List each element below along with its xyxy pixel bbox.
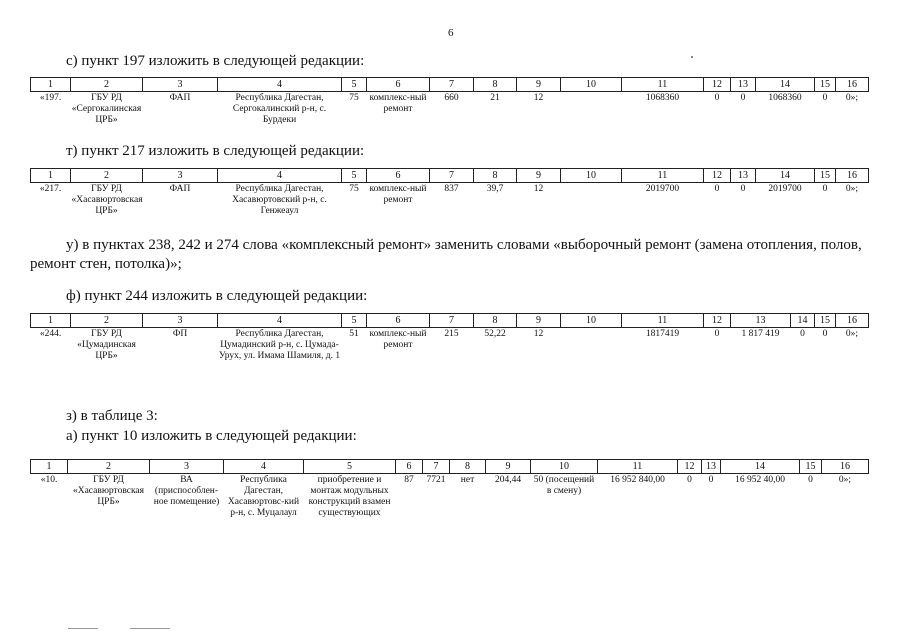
- table-header-row: [31, 169, 869, 183]
- header-cell: 14: [721, 460, 800, 474]
- cell-organization: ГБУ РД «Хасавюртовская ЦРБ»: [72, 475, 145, 507]
- header-cell: 9: [486, 460, 531, 474]
- cell-item-number: «10.: [40, 475, 58, 485]
- header-cell: 14: [756, 169, 815, 183]
- cell: 0: [714, 93, 720, 103]
- header-cell: 7: [423, 460, 450, 474]
- cell: 7721: [426, 475, 446, 485]
- table-header-row: [31, 460, 869, 474]
- table-header-row: [31, 78, 869, 92]
- cell: 21: [490, 93, 500, 103]
- header-cell: 16: [836, 78, 869, 92]
- cell: 0: [808, 475, 813, 485]
- cell: 75: [349, 93, 359, 103]
- header-cell: 8: [474, 314, 517, 328]
- cell: 1817419: [645, 329, 680, 339]
- cell-organization: ГБУ РД «Хасавюртовская ЦРБ»: [71, 184, 143, 216]
- cell: 0: [822, 184, 828, 194]
- section-s-heading: с) пункт 197 изложить в следующей редакции:: [66, 53, 365, 69]
- table-row: [31, 328, 869, 363]
- header-cell: 6: [367, 169, 430, 183]
- cell-work-type: комплекс-ный ремонт: [369, 93, 427, 114]
- header-cell: 4: [218, 169, 342, 183]
- header-cell: 4: [224, 460, 304, 474]
- cell-facility-type: ФАП: [169, 93, 191, 103]
- cell: [561, 328, 622, 363]
- table-item-217: [30, 168, 869, 217]
- cell: 12: [533, 93, 544, 103]
- header-cell: 3: [143, 314, 218, 328]
- cell-facility-type: ВА (приспособлен-ное помещение): [153, 475, 220, 507]
- cell-organization: ГБУ РД «Сергокалинская ЦРБ»: [71, 93, 142, 125]
- cell: 50 (посещений в смену): [533, 475, 595, 496]
- cell: 2019700: [768, 184, 802, 194]
- cell: 0: [740, 93, 746, 103]
- header-cell: 10: [531, 460, 598, 474]
- scan-artifact-line: [68, 628, 98, 629]
- cell: 39,7: [486, 184, 504, 194]
- cell-item-number: «197.: [39, 93, 62, 103]
- header-cell: 15: [815, 314, 836, 328]
- header-cell: 1: [31, 460, 68, 474]
- header-cell: 2: [71, 314, 143, 328]
- section-t-heading: т) пункт 217 изложить в следующей редакции:: [66, 143, 365, 159]
- table-row: [31, 474, 869, 520]
- header-cell: 5: [342, 169, 367, 183]
- header-cell: 15: [800, 460, 822, 474]
- cell: 0: [822, 93, 828, 103]
- cell: 0: [714, 184, 720, 194]
- cell-address: Республика Дагестан, Сергокалинский р-н, с. Бурдеки: [232, 93, 327, 125]
- header-cell: 7: [430, 169, 474, 183]
- header-cell: 6: [367, 78, 430, 92]
- header-cell: 12: [678, 460, 702, 474]
- cell-address: Республика Дагестан, Цумадинский р-н, с. Цумада-Урух, ул. Имама Шамиля, д. 1: [218, 329, 341, 361]
- header-cell: 13: [702, 460, 721, 474]
- cell: 0: [740, 184, 746, 194]
- table-item-10: [30, 459, 869, 519]
- cell-work-type: комплекс-ный ремонт: [369, 184, 427, 205]
- header-cell: 9: [517, 314, 561, 328]
- header-cell: 10: [561, 78, 622, 92]
- header-cell: 15: [815, 78, 836, 92]
- header-cell: 7: [430, 78, 474, 92]
- header-cell: 11: [622, 78, 704, 92]
- header-cell: 12: [704, 78, 731, 92]
- cell-item-number: «217.: [39, 184, 62, 194]
- cell: 0: [800, 329, 805, 339]
- cell: 837: [444, 184, 459, 194]
- cell: 52,22: [484, 329, 506, 339]
- cell: 0»;: [845, 184, 859, 194]
- cell-organization: ГБУ РД «Цумадинская ЦРБ»: [77, 329, 136, 361]
- header-cell: 11: [622, 314, 704, 328]
- table-row: [31, 92, 869, 127]
- header-cell: 15: [815, 169, 836, 183]
- cell-address: Республика Дагестан, Хасавюртовс-кий р-н, с. Муцалаул: [227, 475, 300, 518]
- cell: 0: [708, 475, 714, 485]
- cell: 16 952 840,00: [610, 475, 665, 485]
- header-cell: 13: [731, 314, 791, 328]
- header-cell: 8: [474, 169, 517, 183]
- header-cell: 5: [342, 78, 367, 92]
- header-cell: 1: [31, 314, 71, 328]
- header-cell: 7: [430, 314, 474, 328]
- section-f-heading: ф) пункт 244 изложить в следующей редакции:: [66, 288, 368, 304]
- header-cell: 1: [31, 78, 71, 92]
- header-cell: 11: [622, 169, 704, 183]
- header-cell: 12: [704, 314, 731, 328]
- header-cell: 5: [342, 314, 367, 328]
- scan-speck: [691, 56, 693, 58]
- header-cell: 2: [71, 78, 143, 92]
- cell: 0: [822, 329, 828, 339]
- header-cell: 9: [517, 78, 561, 92]
- cell: 0: [714, 329, 720, 339]
- header-cell: 2: [71, 169, 143, 183]
- header-cell: 11: [598, 460, 678, 474]
- cell: 215: [444, 329, 459, 339]
- header-cell: 16: [836, 314, 869, 328]
- header-cell: 14: [791, 314, 815, 328]
- cell: нет: [460, 475, 475, 485]
- cell-work-type: комплекс-ный ремонт: [369, 329, 427, 350]
- cell: 51: [349, 329, 359, 339]
- header-cell: 6: [396, 460, 423, 474]
- header-cell: 3: [143, 78, 218, 92]
- header-cell: 12: [704, 169, 731, 183]
- cell: 75: [349, 184, 359, 194]
- cell: 12: [533, 184, 544, 194]
- section-u-text: у) в пунктах 238, 242 и 274 слова «комплексный ремонт» заменить словами «выборочный ремонт (замена отопления, полов, ремонт стен, потолка)»;: [30, 237, 862, 272]
- cell: 0: [687, 475, 692, 485]
- cell: 0»;: [845, 329, 859, 339]
- scan-artifact-line: [130, 628, 170, 629]
- table-header-row: [31, 314, 869, 328]
- section-z-heading: а) пункт 10 изложить в следующей редакции:: [66, 428, 357, 444]
- header-cell: 16: [836, 169, 869, 183]
- cell-item-number: «244.: [39, 329, 62, 339]
- cell: 12: [533, 329, 544, 339]
- header-cell: 8: [450, 460, 486, 474]
- table-row: [31, 183, 869, 218]
- page-number: 6: [448, 27, 454, 39]
- header-cell: 5: [304, 460, 396, 474]
- header-cell: 13: [731, 169, 756, 183]
- header-cell: 16: [822, 460, 869, 474]
- header-cell: 10: [561, 314, 622, 328]
- header-cell: 4: [218, 314, 342, 328]
- cell: 660: [444, 93, 459, 103]
- header-cell: 3: [150, 460, 224, 474]
- cell: 2019700: [645, 184, 680, 194]
- header-cell: 8: [474, 78, 517, 92]
- table-item-197: [30, 77, 869, 126]
- header-cell: 1: [31, 169, 71, 183]
- cell: [561, 92, 622, 127]
- header-cell: 6: [367, 314, 430, 328]
- header-cell: 9: [517, 169, 561, 183]
- cell-work-type: приобретение и монтаж модульных конструкций взамен существующих: [308, 475, 391, 518]
- cell-facility-type: ФП: [172, 329, 188, 339]
- header-cell: 10: [561, 169, 622, 183]
- cell: 1068360: [645, 93, 680, 103]
- header-cell: 3: [143, 169, 218, 183]
- cell: 1 817 419: [741, 329, 780, 339]
- cell: [561, 183, 622, 218]
- header-cell: 14: [756, 78, 815, 92]
- cell: 87: [404, 475, 414, 485]
- header-cell: 2: [68, 460, 150, 474]
- cell-address: Республика Дагестан, Хасавюртовский р-н, с. Генжеаул: [232, 184, 327, 216]
- header-cell: 4: [218, 78, 342, 92]
- cell: 16 952 40,00: [735, 475, 785, 485]
- cell: 1068360: [768, 93, 802, 103]
- cell: 0»;: [838, 475, 852, 485]
- header-cell: 13: [731, 78, 756, 92]
- section-z-line: з) в таблице 3:: [66, 408, 158, 424]
- cell-facility-type: ФАП: [169, 184, 191, 194]
- table-item-244: [30, 313, 869, 362]
- cell: 0»;: [845, 93, 859, 103]
- cell: 204,44: [494, 475, 522, 485]
